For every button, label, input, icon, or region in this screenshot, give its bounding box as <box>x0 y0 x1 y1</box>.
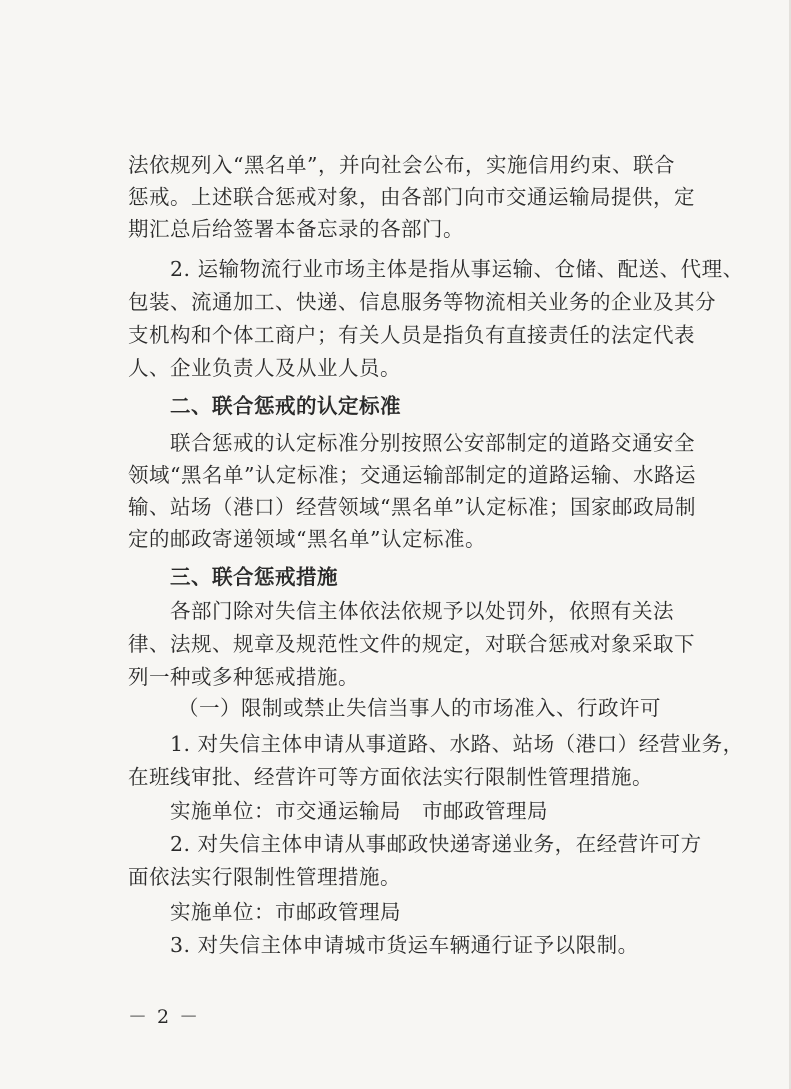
body-line: 支机构和个体工商户；有关人员是指负有直接责任的法定代表 <box>128 323 695 347</box>
body-line: 1. 对失信主体申请从事道路、水路、站场（港口）经营业务， <box>170 732 744 756</box>
body-line: 3. 对失信主体申请城市货运车辆通行证予以限制。 <box>170 933 639 957</box>
body-line: 联合惩戒的认定标准分别按照公安部制定的道路交通安全 <box>170 431 695 455</box>
body-line: 面依法实行限制性管理措施。 <box>128 865 401 889</box>
body-line: 包装、流通加工、快递、信息服务等物流相关业务的企业及其分 <box>128 290 716 314</box>
body-line: 实施单位：市邮政管理局 <box>170 900 401 924</box>
body-line: 列一种或多种惩戒措施。 <box>128 665 359 689</box>
body-line: 法依规列入“黑名单”，并向社会公布，实施信用约束、联合 <box>128 153 675 177</box>
body-line: 在班线审批、经营许可等方面依法实行限制性管理措施。 <box>128 765 653 789</box>
body-line: 律、法规、规章及规范性文件的规定，对联合惩戒对象采取下 <box>128 632 695 656</box>
section-heading: 二、联合惩戒的认定标准 <box>170 394 401 418</box>
section-heading: 三、联合惩戒措施 <box>170 565 338 589</box>
body-line: 实施单位：市交通运输局 市邮政管理局 <box>170 799 548 823</box>
body-line: 2. 对失信主体申请从事邮政快递寄递业务，在经营许可方 <box>170 832 702 856</box>
body-line: 领域“黑名单”认定标准；交通运输部制定的道路运输、水路运 <box>128 463 696 487</box>
page-number: － 2 － <box>128 1006 201 1028</box>
body-line: 期汇总后给签署本备忘录的各部门。 <box>128 217 464 241</box>
body-line: 惩戒。上述联合惩戒对象，由各部门向市交通运输局提供，定 <box>128 185 695 209</box>
body-line: 2. 运输物流行业市场主体是指从事运输、仓储、配送、代理、 <box>170 257 744 281</box>
body-line: 人、企业负责人及从业人员。 <box>128 356 401 380</box>
body-line: 输、站场（港口）经营领域“黑名单”认定标准；国家邮政局制 <box>128 495 696 519</box>
body-line: 定的邮政寄递领域“黑名单”认定标准。 <box>128 527 486 551</box>
body-line: 各部门除对失信主体依法依规予以处罚外，依照有关法 <box>170 599 674 623</box>
subsection-heading: （一）限制或禁止失信当事人的市场准入、行政许可 <box>178 696 661 720</box>
